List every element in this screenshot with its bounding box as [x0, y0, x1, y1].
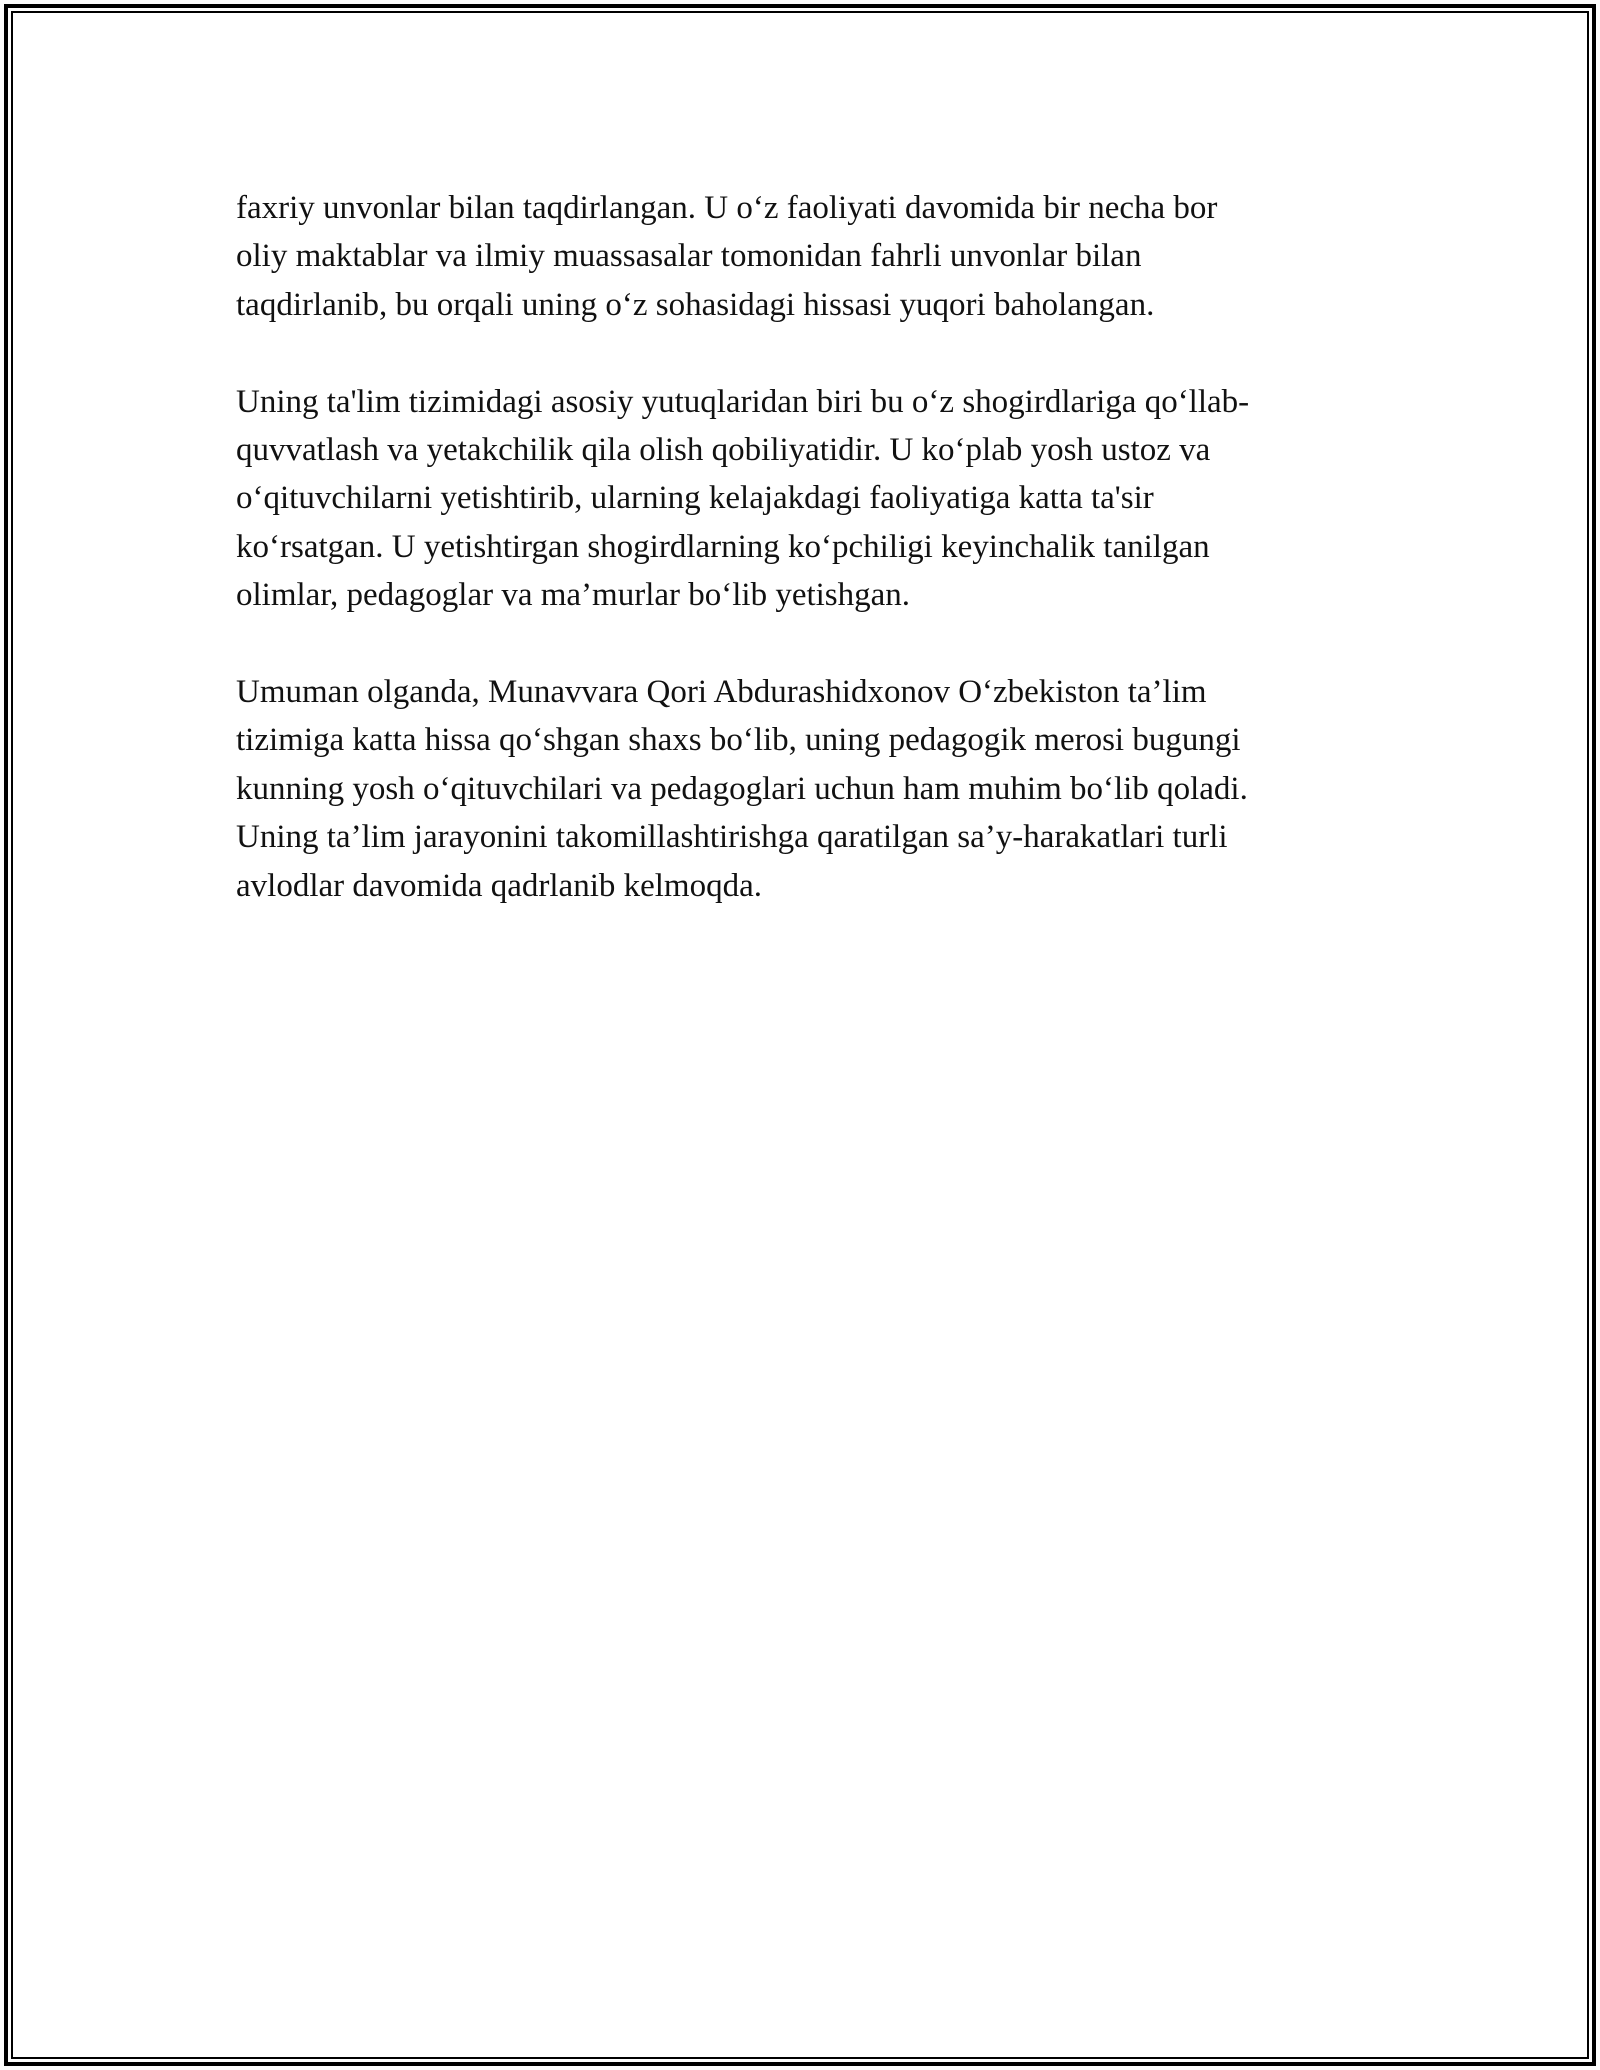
- document-body: [236, 184, 1376, 958]
- paragraph-line: o‘qituvchilarni yetishtirib, ularning kelajakdagi faoliyatiga katta ta'sir: [236, 480, 1154, 517]
- paragraph-line: quvvatlash va yetakchilik qila olish qobiliyatidir. U ko‘plab yosh ustoz va: [236, 432, 1211, 469]
- paragraph-line: olimlar, pedagoglar va ma’murlar bo‘lib yetishgan.: [236, 577, 911, 614]
- paragraph-line: ko‘rsatgan. U yetishtirgan shogirdlarning ko‘pchiligi keyinchalik tanilgan: [236, 528, 1210, 565]
- paragraph-2: [236, 378, 1376, 620]
- paragraph-3: [236, 668, 1376, 910]
- paragraph-line: Uning ta'lim tizimidagi asosiy yutuqlaridan biri bu o‘z shogirdlariga qo‘llab-: [236, 383, 1250, 420]
- paragraph-line: kunning yosh o‘qituvchilari va pedagoglari uchun ham muhim bo‘lib qoladi.: [236, 770, 1248, 807]
- paragraph-line: Umuman olganda, Munavvara Qori Abdurashidxonov O‘zbekiston ta’lim: [236, 674, 1207, 711]
- paragraph-line: avlodlar davomida qadrlanib kelmoqda.: [236, 867, 763, 904]
- paragraph-line: oliy maktablar va ilmiy muassasalar tomonidan fahrli unvonlar bilan: [236, 238, 1142, 275]
- paragraph-line: tizimiga katta hissa qo‘shgan shaxs bo‘lib, uning pedagogik merosi bugungi: [236, 722, 1241, 759]
- paragraph-line: taqdirlanib, bu orqali uning o‘z sohasidagi hissasi yuqori baholangan.: [236, 286, 1155, 323]
- paragraph-line: faxriy unvonlar bilan taqdirlangan. U o‘z faoliyati davomida bir necha bor: [236, 190, 1218, 226]
- paragraph-1: [236, 184, 1376, 329]
- paragraph-line: Uning ta’lim jarayonini takomillashtirishga qaratilgan sa’y-harakatlari turli: [236, 819, 1228, 856]
